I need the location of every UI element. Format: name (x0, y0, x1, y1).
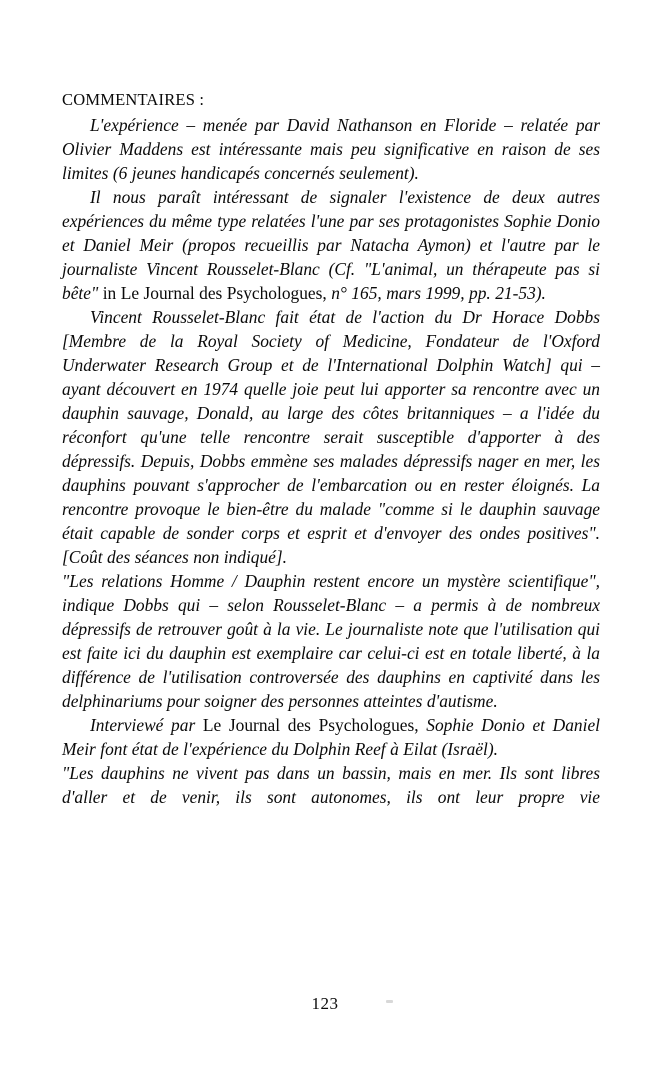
para-deux-autres-experiences-run-1-roman: in Le Journal des Psychologues, (102, 283, 327, 303)
section-heading-commentaires: COMMENTAIRES : (62, 90, 205, 109)
para-deux-autres-experiences-run-0-italic: Il nous paraît intéressant de signaler l'existence de deux autres expériences du même type relatées l'une par ses protagonistes Sophie Donio et Daniel Meir (propos recueillis par Natacha Aymon) et l'autre par le journaliste Vincent Rousselet-Blanc (Cf. "L'animal, un thérapeute pas si bête" (62, 187, 600, 303)
body-paragraphs (62, 113, 600, 833)
para-experience (62, 113, 600, 185)
para-interviewe-dolphin-reef-run-1-roman: Le Journal des Psychologues, (202, 715, 419, 735)
para-relations-homme-dauphin (62, 569, 600, 713)
page-number: 123 (311, 994, 339, 1013)
para-deux-autres-experiences-run-2-italic: n° 165, mars 1999, pp. 21-53). (326, 283, 546, 303)
para-interviewe-dolphin-reef-run-2-italic: Sophie Donio et Daniel Meir font état de l'expérience du Dolphin Reef à Eilat (Israël). (62, 715, 600, 759)
para-experience-run-0-italic: L'expérience – menée par David Nathanson en Floride – relatée par Olivier Maddens est intéressante mais peu significative en raison de ses limites (6 jeunes handicapés concernés seulement). (62, 115, 600, 183)
para-dauphins-en-mer (62, 761, 600, 833)
para-relations-homme-dauphin-run-0-italic: "Les relations Homme / Dauphin restent encore un mystère scientifique", indique Dobbs qui – selon Rousselet-Blanc – a permis à de nombreux dépressifs de retrouver goût à la vie. Le journaliste note que l'utilisation qui est faite ici du dauphin est exemplaire car celui-ci est en totale liberté, à la différence de l'utilisation controversée des dauphins en captivité dans les delphinariums pour soigner des personnes atteintes d'autisme. (62, 571, 600, 711)
page-text-block (62, 88, 600, 833)
para-dauphins-en-mer-run-0-italic: "Les dauphins ne vivent pas dans un bassin, mais en mer. Ils sont libres d'aller et de venir, ils sont autonomes, ils ont leur propre vie (62, 763, 600, 807)
para-horace-dobbs (62, 305, 600, 569)
para-interviewe-dolphin-reef-run-0-italic: Interviewé par (90, 715, 203, 735)
para-horace-dobbs-run-0-italic: Vincent Rousselet-Blanc fait état de l'action du Dr Horace Dobbs [Membre de la Royal Society of Medicine, Fondateur de l'Oxford Underwater Research Group et de l'International Dolphin Watch] qui – ayant découvert en 1974 quelle joie peut lui apporter sa rencontre avec un dauphin sauvage, Donald, au large des côtes britanniques – a l'idée du réconfort qu'une telle rencontre serait susceptible d'apporter à des dépressifs. Depuis, Dobbs emmène ses malades dépressifs nager en mer, les dauphins pouvant s'approcher de l'embarcation ou en rester éloignés. La rencontre provoque le bien-être du malade "comme si le dauphin sauvage était capable de sonder corps et esprit et d'envoyer des ondes positives". [Coût des séances non indiqué]. (62, 307, 600, 567)
para-interviewe-dolphin-reef (62, 713, 600, 761)
para-deux-autres-experiences (62, 185, 600, 305)
